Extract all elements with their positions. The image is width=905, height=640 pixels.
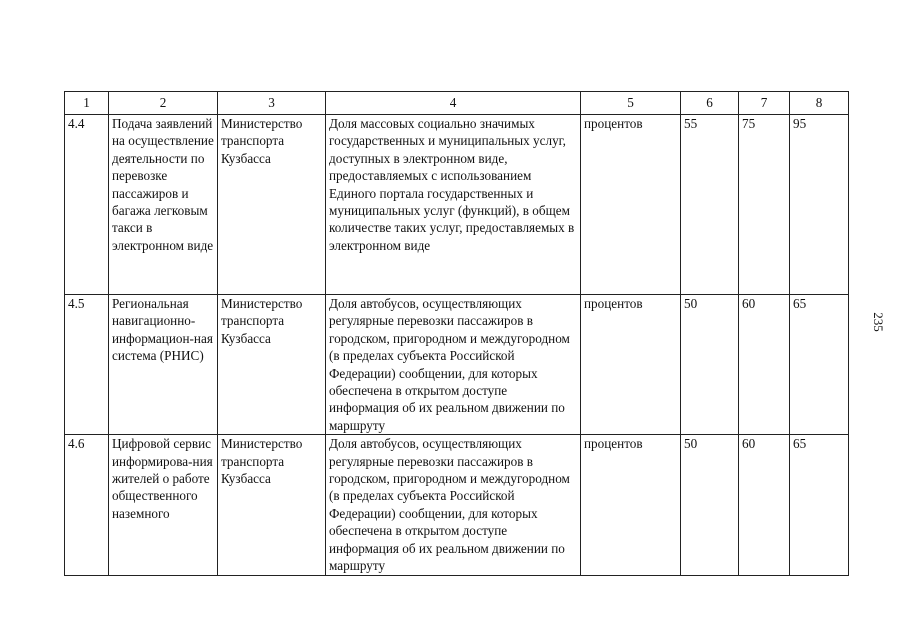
value-col6: 50 (681, 435, 739, 576)
indicators-table (64, 91, 849, 576)
header-cell: 7 (739, 92, 790, 115)
value-col7: 75 (739, 115, 790, 295)
header-cell: 5 (581, 92, 681, 115)
table-row (65, 115, 849, 295)
value-col7: 60 (739, 435, 790, 576)
indicator-text: Доля автобусов, осуществляющих регулярные перевозки пассажиров в городском, пригородном и междугородном (в пределах субъекта Российской Федерации) сообщении, для которых обеспечена в открытом доступе информация об их реальном движении по маршруту (326, 295, 581, 435)
value-col8: 65 (790, 435, 849, 576)
header-cell: 3 (218, 92, 326, 115)
responsible-ministry: Министерство транспорта Кузбасса (218, 435, 326, 576)
value-col7: 60 (739, 295, 790, 435)
responsible-ministry: Министерство транспорта Кузбасса (218, 115, 326, 295)
header-cell: 1 (65, 92, 109, 115)
indicator-text: Доля массовых социально значимых государственных и муниципальных услуг, доступных в электронном виде, предоставляемых с использованием Единого портала государственных и муниципальных услуг (функций), в общем количестве таких услуг, предоставляемых в электронном виде (326, 115, 581, 295)
header-cell: 6 (681, 92, 739, 115)
row-number: 4.5 (65, 295, 109, 435)
header-cell: 4 (326, 92, 581, 115)
event-name: Региональная навигационно-информацион-ная система (РНИС) (109, 295, 218, 435)
responsible-ministry: Министерство транспорта Кузбасса (218, 295, 326, 435)
value-col6: 55 (681, 115, 739, 295)
unit: процентов (581, 295, 681, 435)
table-row (65, 435, 849, 576)
header-cell: 8 (790, 92, 849, 115)
value-col8: 95 (790, 115, 849, 295)
event-name: Цифровой сервис информирова-ния жителей о работе общественного наземного (109, 435, 218, 576)
indicator-text: Доля автобусов, осуществляющих регулярные перевозки пассажиров в городском, пригородном и междугородном (в пределах субъекта Российской Федерации) сообщении, для которых обеспечена в открытом доступе информация об их реальном движении по маршруту (326, 435, 581, 576)
page-number: 235 (871, 312, 886, 332)
table-row (65, 295, 849, 435)
unit: процентов (581, 115, 681, 295)
row-number: 4.4 (65, 115, 109, 295)
event-name: Подача заявлений на осуществление деятельности по перевозке пассажиров и багажа легковым такси в электронном виде (109, 115, 218, 295)
header-row (65, 92, 849, 115)
header-cell: 2 (109, 92, 218, 115)
value-col8: 65 (790, 295, 849, 435)
row-number: 4.6 (65, 435, 109, 576)
unit: процентов (581, 435, 681, 576)
value-col6: 50 (681, 295, 739, 435)
